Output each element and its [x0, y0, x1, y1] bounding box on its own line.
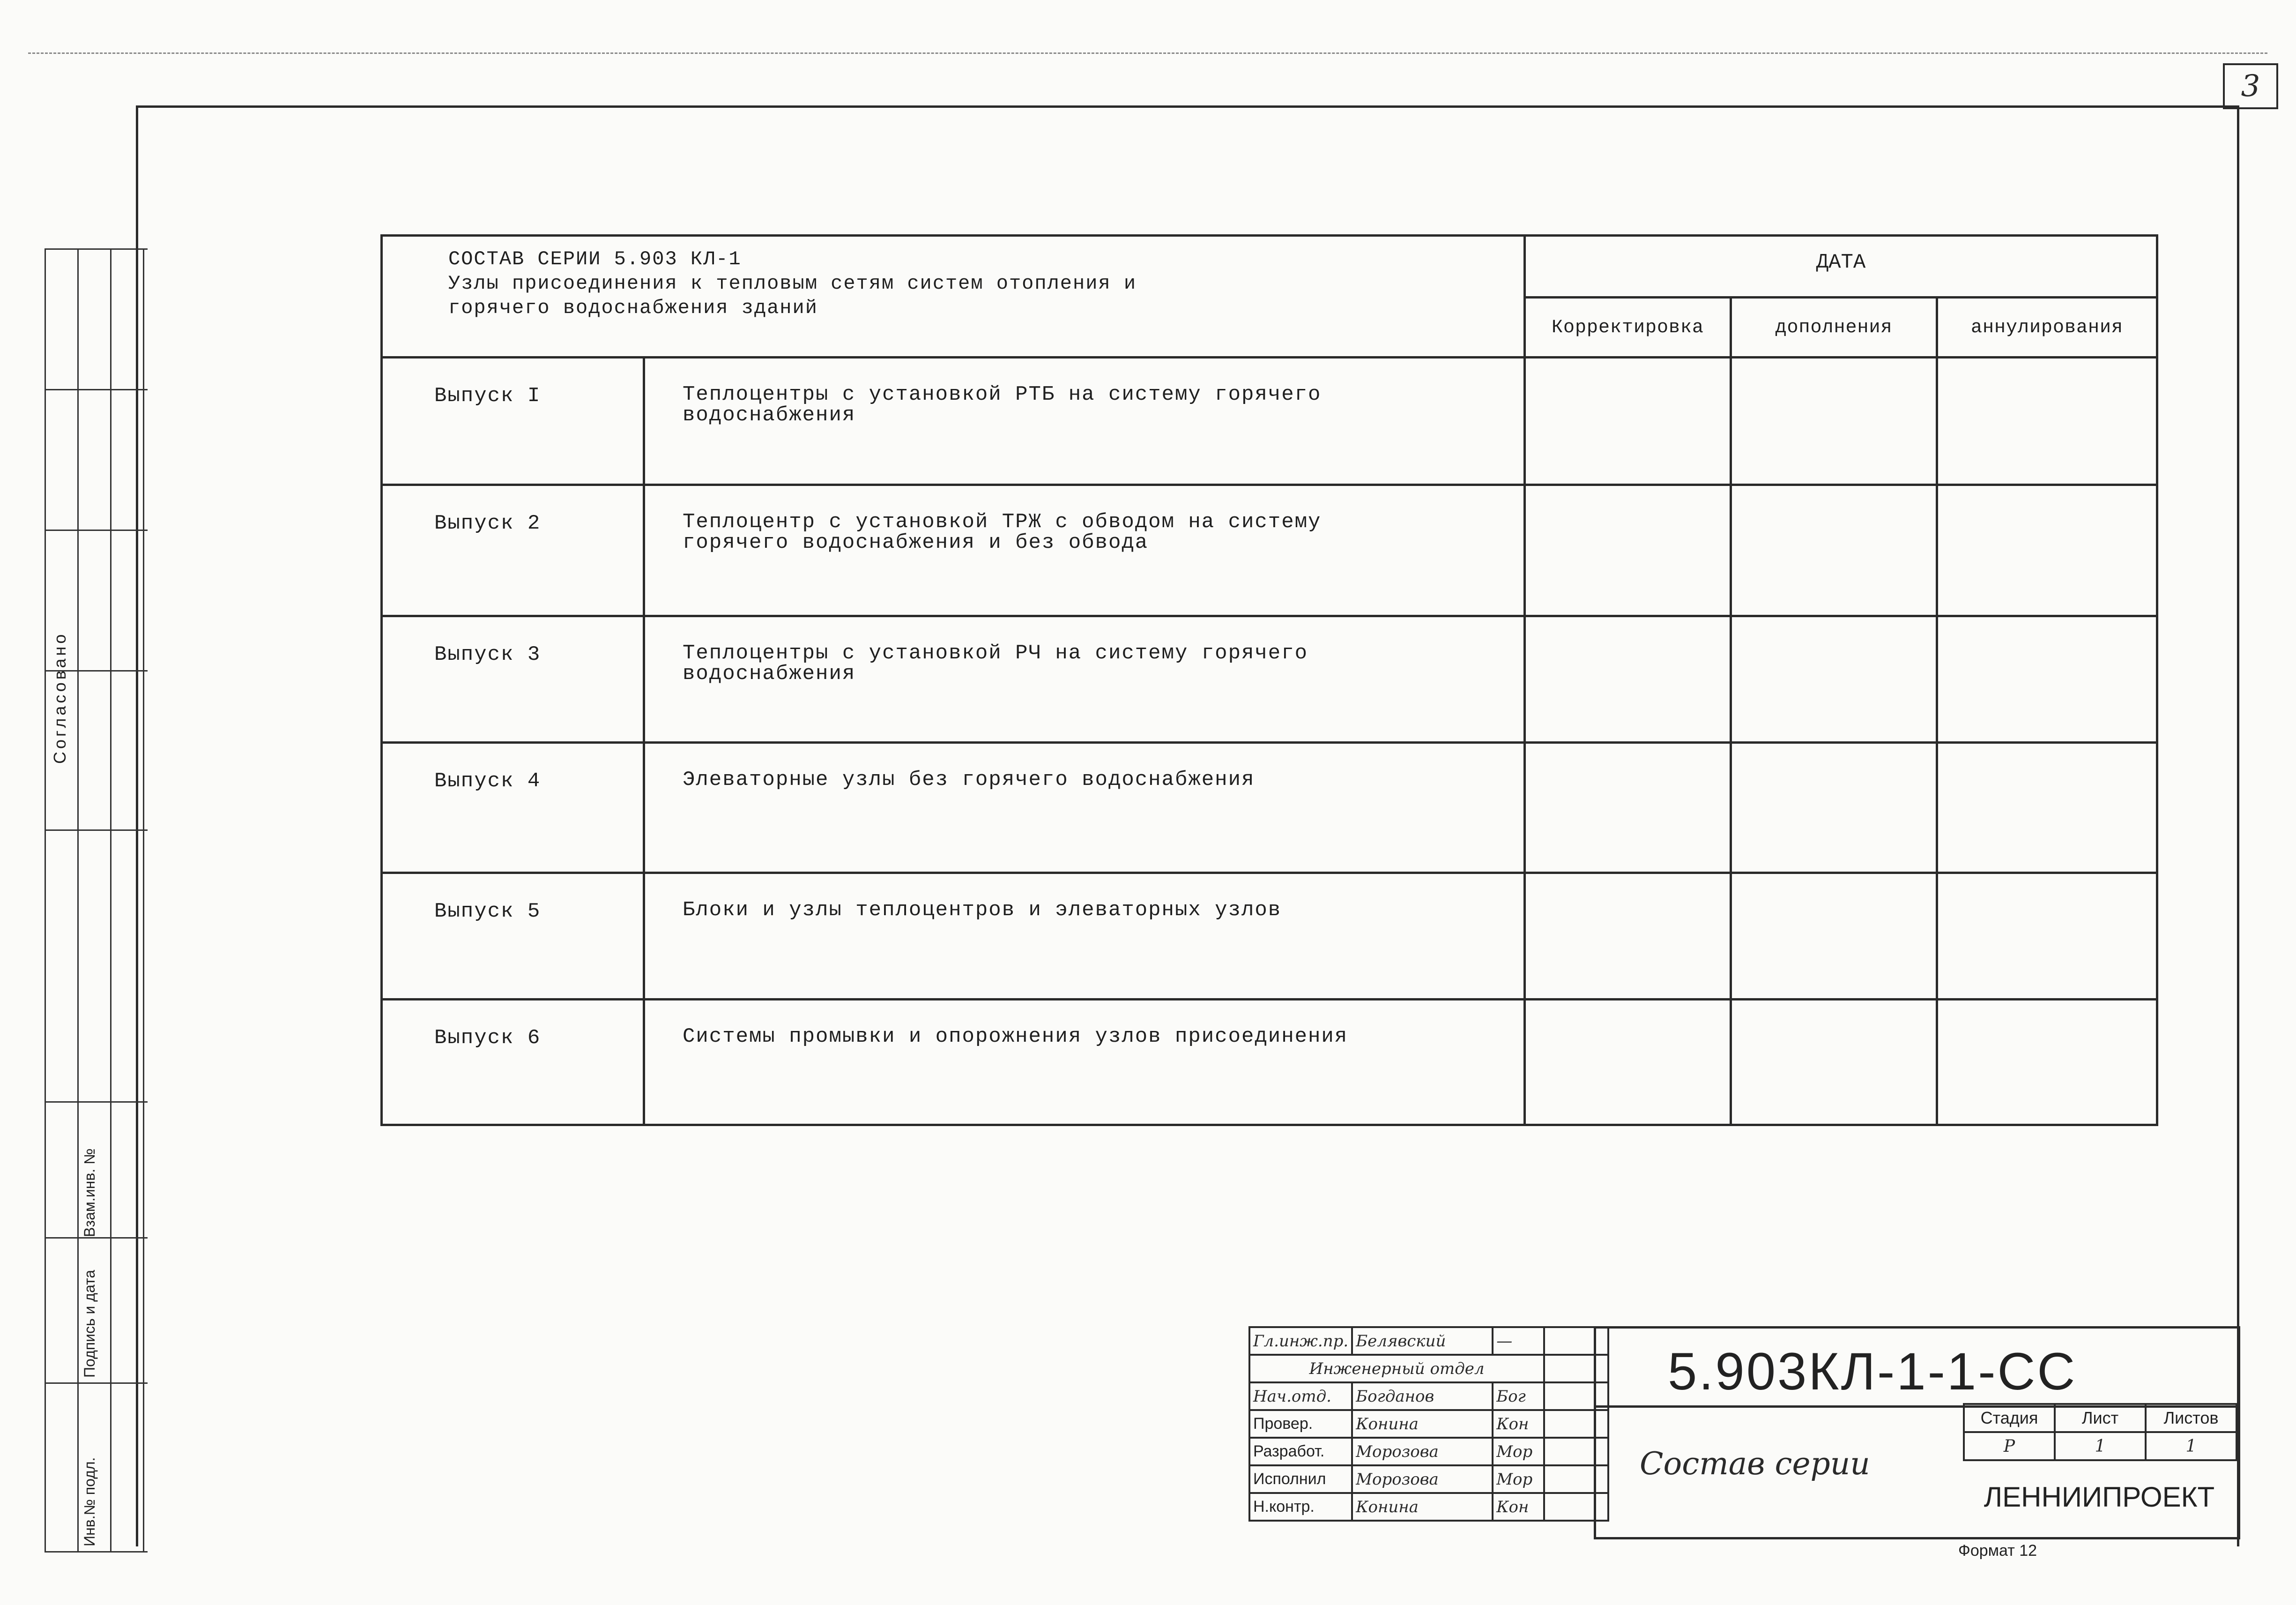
date-cell [1525, 743, 1731, 873]
issue-number: Выпуск 2 [382, 485, 644, 616]
table-row [382, 873, 2157, 1000]
department-label: Инженерный отдел [1249, 1355, 1544, 1382]
date-cell [1731, 743, 1937, 873]
date-cell [1937, 616, 2157, 743]
issue-description-line-1: Теплоцентр с установкой ТРЖ с обводом на систему [683, 510, 1322, 534]
top-border-line [28, 52, 2267, 54]
issue-description-line-2: горячего водоснабжения и без обвода [683, 531, 1149, 554]
issue-description-line-2: водоснабжения [683, 403, 856, 427]
issue-description [644, 485, 1525, 616]
signer-role: Нач.отд. [1249, 1382, 1352, 1410]
date-cell [1525, 1000, 1731, 1125]
issue-description-line-1: Теплоцентры с установкой РТБ на систему горячего [683, 383, 1322, 406]
date-cell [1937, 873, 2157, 1000]
issue-number: Выпуск 4 [382, 743, 644, 873]
replace-inv-label: Взам.инв. № [81, 1148, 98, 1237]
date-cell [1731, 616, 1937, 743]
issue-description-line-1: Теплоцентры с установкой РЧ на систему горячего [683, 642, 1308, 665]
date-cell [1525, 358, 1731, 485]
signer-name: Белявский [1352, 1327, 1493, 1355]
organization-name: ЛЕННИИПРОЕКТ [1984, 1481, 2215, 1513]
date-cell [1937, 743, 2157, 873]
date-cell [1731, 1000, 1937, 1125]
signer-name: Морозова [1352, 1465, 1493, 1493]
table-row [382, 358, 2157, 485]
sheet-value: 1 [2055, 1432, 2146, 1460]
date-cell [1937, 358, 2157, 485]
issue-number: Выпуск 5 [382, 873, 644, 1000]
document-code: 5.903КЛ-1-1-СС [1668, 1342, 2077, 1401]
signature-date-label: Подпись и дата [81, 1269, 98, 1378]
issue-number: Выпуск I [382, 358, 644, 485]
issue-description [644, 873, 1525, 1000]
stage-label: Стадия [1964, 1404, 2055, 1432]
signer-name: Конина [1352, 1493, 1493, 1521]
signer-role: Н.контр. [1249, 1493, 1352, 1521]
issue-description [644, 743, 1525, 873]
original-inv-label: Инв.№ подл. [81, 1457, 98, 1546]
date-col-cancellation: аннулирования [1937, 298, 2157, 358]
document-title: Состав серии [1640, 1446, 1870, 1482]
issue-description [644, 1000, 1525, 1125]
date-cell [1937, 1000, 2157, 1125]
date-col-addition: дополнения [1731, 298, 1937, 358]
sheets-label: Листов [2146, 1404, 2237, 1432]
issue-number: Выпуск 3 [382, 616, 644, 743]
date-cell [1731, 485, 1937, 616]
signer-signature: Кон [1493, 1493, 1544, 1521]
series-header-cell [382, 236, 1525, 358]
signer-role: Провер. [1249, 1410, 1352, 1438]
signer-signature: — [1493, 1327, 1544, 1355]
issue-description-line-2: водоснабжения [683, 662, 856, 686]
series-subtitle-line-2: горячего водоснабжения зданий [448, 297, 818, 319]
signer-role: Исполнил [1249, 1465, 1352, 1493]
title-block-signatures [1248, 1326, 1609, 1522]
signer-name: Морозова [1352, 1438, 1493, 1465]
approval-side-strip [45, 248, 148, 1551]
signer-name: Конина [1352, 1410, 1493, 1438]
signer-role: Разработ. [1249, 1438, 1352, 1465]
agreed-label: Согласовано [50, 631, 69, 764]
date-cell [1525, 873, 1731, 1000]
date-header: ДАТА [1525, 236, 2157, 298]
table-row [382, 616, 2157, 743]
date-col-correction: Корректировка [1525, 298, 1731, 358]
issue-description-line-1: Элеваторные узлы без горячего водоснабжения [683, 768, 1255, 791]
issue-number: Выпуск 6 [382, 1000, 644, 1125]
table-row [382, 1000, 2157, 1125]
sheets-value: 1 [2146, 1432, 2237, 1460]
table-row [382, 743, 2157, 873]
issue-description-line-1: Системы промывки и опорожнения узлов присоединения [683, 1025, 1348, 1048]
date-cell [1525, 616, 1731, 743]
signer-role: Гл.инж.пр. [1249, 1327, 1352, 1355]
sheet-label: Лист [2055, 1404, 2146, 1432]
date-cell [1731, 873, 1937, 1000]
stage-value: Р [1964, 1432, 2055, 1460]
sheet-number: 3 [2223, 63, 2278, 109]
date-cell [1731, 358, 1937, 485]
series-subtitle-line-1: Узлы присоединения к тепловым сетям систем отопления и [448, 272, 1137, 295]
signer-signature: Мор [1493, 1438, 1544, 1465]
issue-description-line-1: Блоки и узлы теплоцентров и элеваторных узлов [683, 898, 1282, 922]
stage-sheet-table [1963, 1403, 2237, 1461]
date-cell [1937, 485, 2157, 616]
series-title: СОСТАВ СЕРИИ 5.903 КЛ-1 [448, 248, 742, 270]
table-row [382, 485, 2157, 616]
issue-description [644, 358, 1525, 485]
sheet-format: Формат 12 [1958, 1542, 2037, 1560]
signer-signature: Кон [1493, 1410, 1544, 1438]
date-cell [1525, 485, 1731, 616]
signer-signature: Бог [1493, 1382, 1544, 1410]
issue-description [644, 616, 1525, 743]
signer-name: Богданов [1352, 1382, 1493, 1410]
series-composition-table [380, 234, 2158, 1126]
signer-signature: Мор [1493, 1465, 1544, 1493]
